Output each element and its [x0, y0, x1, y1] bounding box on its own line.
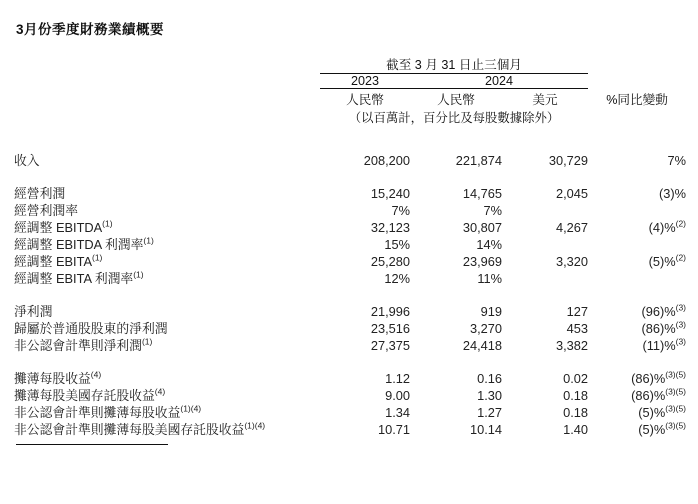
row-value-change: 7% [667, 153, 687, 169]
footnote-marker: (1) [141, 336, 153, 347]
footnote-divider [16, 444, 168, 445]
table-row [14, 236, 686, 253]
row-value-usd: 127 [566, 304, 589, 320]
row-value-usd [502, 236, 588, 253]
footnote-marker: (1)(4) [180, 403, 202, 414]
empty-cell [14, 108, 320, 126]
cny-2024-header: 人民幣 [437, 93, 475, 108]
row-value-cny2023: 1.12 [385, 371, 410, 387]
row-value-change [588, 236, 686, 253]
row-value-change: (96)%$^{(3)}$ [641, 302, 687, 320]
row-label: 經營利潤率 [14, 203, 78, 219]
row-value-usd: 453 [566, 321, 589, 337]
table-row [14, 404, 686, 421]
table-row [14, 337, 686, 354]
row-value-usd: 2,045 [555, 186, 589, 202]
footnote-marker: (3)(5) [665, 386, 687, 397]
row-value-cny2024: 30,807 [462, 220, 502, 236]
cny-2023-header: 人民幣 [346, 93, 384, 108]
period-header: 截至 3 月 31 日止三個月 [386, 58, 522, 72]
footnote-marker: (1) [102, 218, 113, 229]
empty-cell [14, 89, 320, 108]
row-value-change: (86)%$^{(3)(5)}$ [631, 369, 687, 387]
row-value-cny2024: 7% [483, 203, 502, 219]
row-value-cny2023: 1.34 [385, 405, 410, 421]
row-value-change: (86)%$^{(3)(5)}$ [631, 386, 687, 404]
table-body [14, 152, 686, 438]
row-value-cny2024: 3,270 [469, 321, 502, 337]
row-value-cny2024: 11% [477, 271, 502, 287]
row-label: 歸屬於普通股股東的淨利潤 [14, 321, 168, 337]
row-value-change: (5)%$^{(3)(5)}$ [638, 420, 687, 438]
row-value-cny2023: 27,375 [370, 338, 410, 354]
units-note: （以百萬計，百分比及每股數據除外） [348, 111, 560, 126]
group-spacer [14, 169, 686, 185]
row-label: 非公認會計準則攤薄每股收益$^{(1)(4)}$ [14, 403, 202, 421]
row-value-usd: 30,729 [548, 153, 589, 169]
footnote-marker: (4) [154, 386, 166, 397]
row-value-usd [502, 270, 588, 287]
row-value-change [588, 270, 686, 287]
row-value-usd: 4,267 [555, 220, 589, 236]
currency-header-row [14, 89, 686, 108]
table-row [14, 387, 686, 404]
footnote-marker: (1) [133, 269, 144, 280]
table-row [14, 270, 686, 287]
row-value-usd: 3,320 [555, 254, 589, 270]
period-header-row [14, 54, 686, 73]
row-value-cny2023: 7% [391, 203, 410, 219]
empty-cell [588, 54, 686, 73]
row-label: 攤薄每股美國存託股收益$^{(4)}$ [14, 386, 166, 404]
usd-header: 美元 [532, 93, 558, 108]
row-value-cny2024: 10.14 [469, 422, 502, 438]
row-value-cny2023: 25,280 [370, 254, 410, 270]
row-value-cny2023: 21,996 [370, 304, 410, 320]
row-value-usd: 0.02 [563, 371, 589, 387]
row-value-cny2024: 0.16 [477, 371, 502, 387]
year-2023-header: 2023 [350, 74, 380, 89]
footnote-marker: (3)(5) [665, 420, 687, 431]
row-value-change: (5)%$^{(2)}$ [648, 252, 687, 270]
empty-cell [14, 74, 320, 88]
row-value-change: (86)%$^{(3)}$ [641, 319, 687, 337]
row-value-usd: 1.40 [563, 422, 589, 438]
empty-cell [588, 74, 686, 88]
table-row [14, 253, 686, 270]
spacer [14, 126, 686, 152]
row-label: 經調整 EBITDA 利潤率$^{(1)}$ [14, 235, 154, 253]
footnote-marker: (3) [675, 319, 687, 330]
year-2024-header: 2024 [484, 74, 514, 89]
table-row [14, 152, 686, 169]
row-value-cny2023: 23,516 [370, 321, 410, 337]
row-value-cny2023: 32,123 [370, 220, 410, 236]
row-value-change: (3)% [658, 186, 687, 202]
row-value-usd [502, 202, 588, 219]
footnote-marker: (3)(5) [665, 403, 687, 414]
footnote-marker: (2) [675, 218, 687, 229]
group-spacer [14, 354, 686, 370]
year-header-row [14, 74, 686, 88]
row-label: 經營利潤 [14, 186, 66, 202]
group-spacer [14, 287, 686, 303]
footnote-marker: (2) [675, 252, 687, 263]
row-label: 淨利潤 [14, 304, 53, 320]
table-row [14, 185, 686, 202]
table-row [14, 370, 686, 387]
row-value-cny2024: 221,874 [455, 153, 502, 169]
footnote-marker: (1) [143, 235, 154, 246]
row-value-cny2023: 15,240 [370, 186, 410, 202]
row-value-cny2023: 9.00 [385, 388, 410, 404]
row-label: 非公認會計準則攤薄每股美國存託股收益$^{(1)(4)}$ [14, 420, 266, 438]
row-value-change: (4)%$^{(2)}$ [648, 218, 687, 236]
page-title: 3月份季度財務業績概要 [16, 22, 165, 37]
row-value-usd: 0.18 [563, 388, 589, 404]
row-value-usd: 0.18 [563, 405, 589, 421]
row-label: 非公認會計準則淨利潤$^{(1)}$ [14, 336, 153, 354]
row-value-cny2024: 919 [480, 304, 502, 320]
row-value-change: (5)%$^{(3)(5)}$ [638, 403, 687, 421]
row-value-cny2024: 1.27 [477, 405, 502, 421]
row-value-cny2024: 23,969 [462, 254, 502, 270]
row-value-change: (11)%$^{(3)}$ [642, 336, 687, 354]
row-value-cny2024: 24,418 [462, 338, 502, 354]
table-row [14, 303, 686, 320]
row-value-cny2024: 1.30 [477, 388, 502, 404]
units-note-row [14, 108, 686, 126]
row-value-cny2023: 15% [384, 237, 410, 253]
change-header: %同比變動 [606, 93, 668, 108]
row-label: 經調整 EBITA$^{(1)}$ [14, 252, 103, 270]
footnote-marker: (1)(4) [244, 420, 266, 431]
empty-cell [14, 54, 320, 73]
empty-cell [588, 108, 686, 126]
footnote-marker: (3) [675, 302, 687, 313]
table-row [14, 219, 686, 236]
row-label: 攤薄每股收益$^{(4)}$ [14, 369, 102, 387]
row-label: 經調整 EBITA 利潤率$^{(1)}$ [14, 269, 144, 287]
table-row [14, 421, 686, 438]
footnote-marker: (3) [675, 336, 687, 347]
row-value-cny2023: 12% [384, 271, 410, 287]
table-row [14, 320, 686, 337]
row-value-cny2024: 14,765 [462, 186, 502, 202]
row-label: 收入 [14, 153, 40, 169]
row-value-change [588, 202, 686, 219]
table-row [14, 202, 686, 219]
row-value-cny2023: 10.71 [377, 422, 410, 438]
footnote-marker: (4) [90, 369, 102, 380]
row-value-cny2023: 208,200 [363, 153, 410, 169]
row-value-usd: 3,382 [555, 338, 589, 354]
footnote-marker: (1) [91, 252, 103, 263]
row-label: 經調整 EBITDA$^{(1)}$ [14, 218, 113, 236]
footnote-marker: (3)(5) [665, 369, 687, 380]
row-value-cny2024: 14% [476, 237, 502, 253]
financial-summary-table [14, 54, 686, 438]
